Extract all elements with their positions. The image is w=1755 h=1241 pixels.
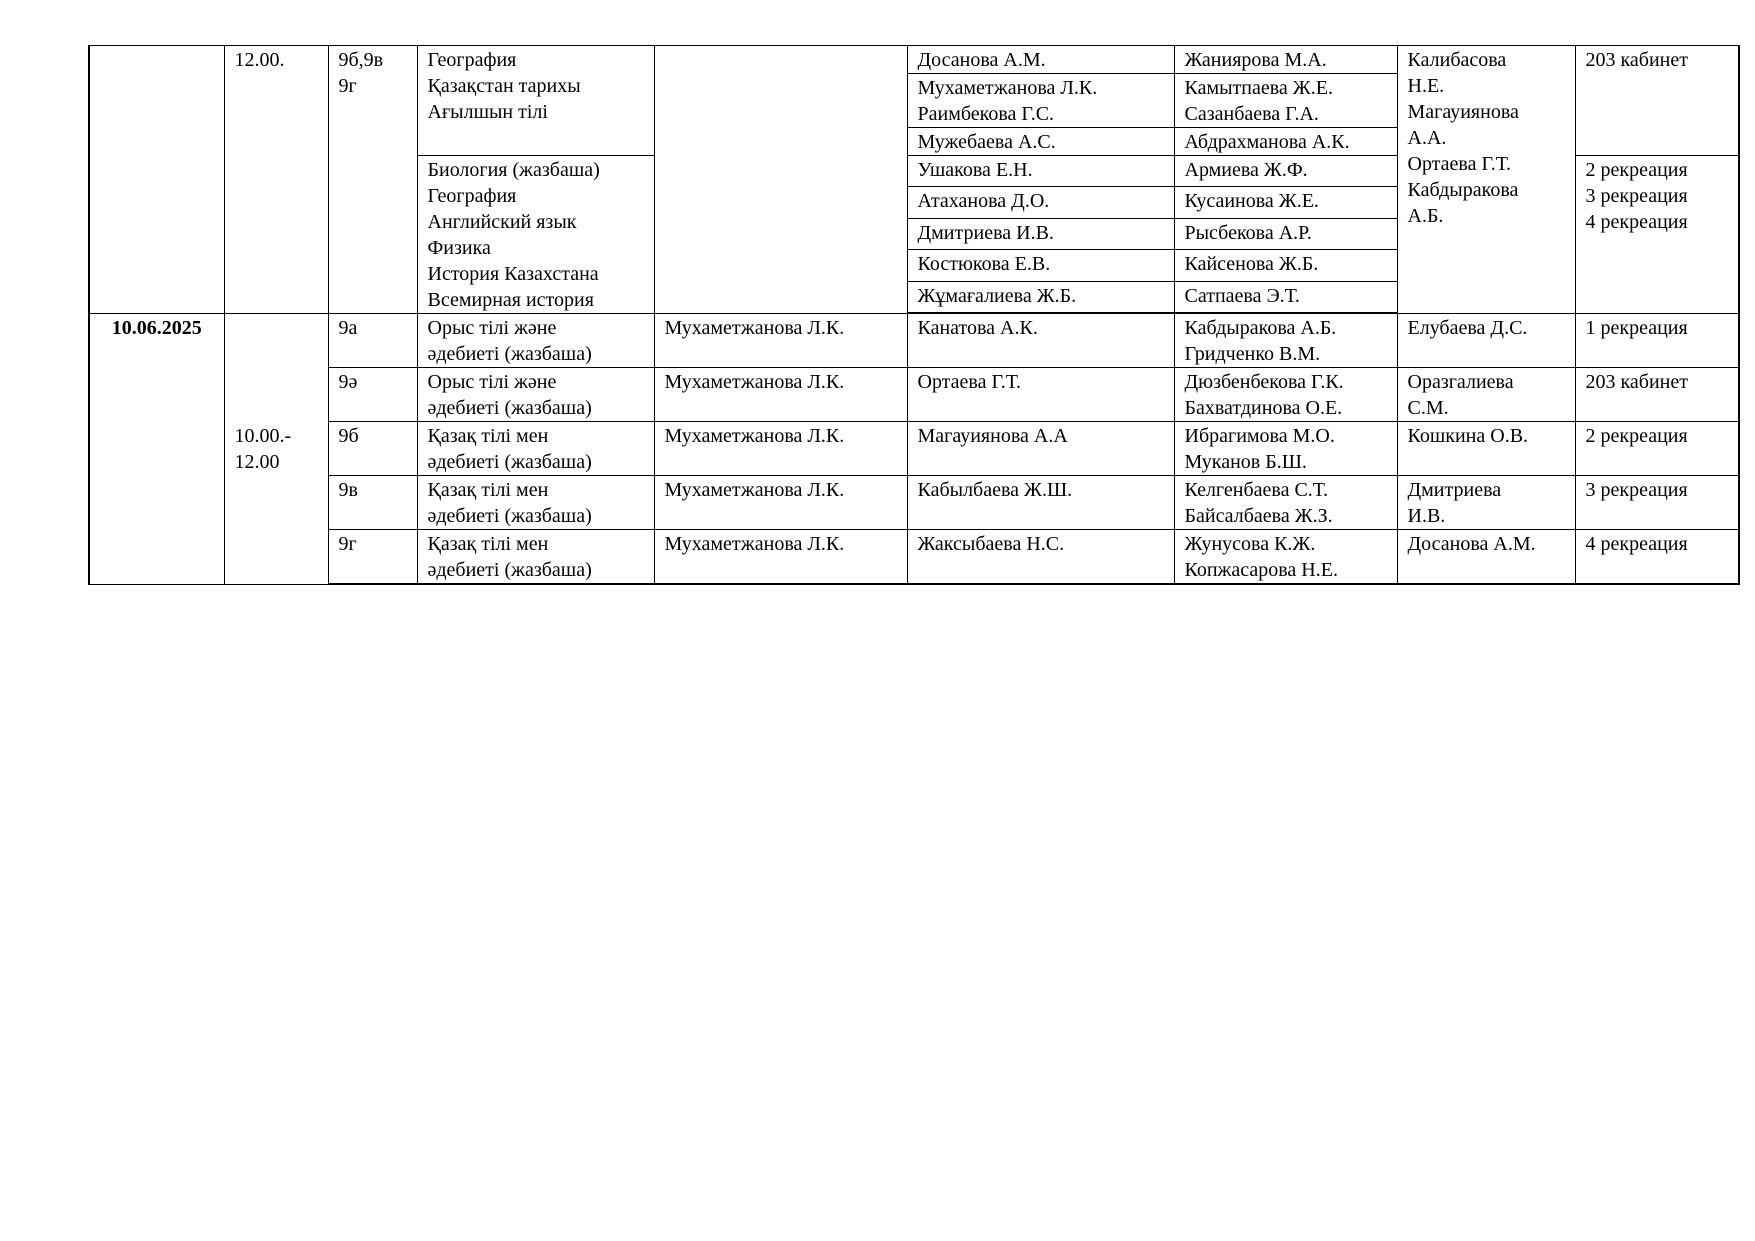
organizer-cell: Мухаметжанова Л.К. bbox=[654, 530, 907, 585]
commission-cell: Армиева Ж.Ф. bbox=[1174, 156, 1397, 187]
grade-cell: 9в bbox=[328, 476, 417, 530]
subject-cell: Биология (жазбаша) География Английский язык Физика История Казахстана Всемирная история bbox=[417, 156, 654, 314]
table-row bbox=[89, 530, 1739, 585]
assistant-cell: Елубаева Д.С. bbox=[1397, 314, 1575, 368]
teacher-cell: Атаханова Д.О. bbox=[907, 187, 1174, 218]
organizer-cell: Мухаметжанова Л.К. bbox=[654, 476, 907, 530]
commission-cell: Кабдыракова А.Б. Гридченко В.М. bbox=[1174, 314, 1397, 368]
teacher-cell: Костюкова Е.В. bbox=[907, 250, 1174, 281]
exam-schedule-table bbox=[88, 45, 1740, 585]
subject-cell: Қазақ тілі мен әдебиеті (жазбаша) bbox=[417, 422, 654, 476]
grade-cell: 9б,9в 9г bbox=[328, 46, 417, 314]
assistant-cell: Калибасова Н.Е. Магауиянова А.А. Ортаева Г.Т. Кабдыракова А.Б. bbox=[1397, 46, 1575, 314]
room-cell: 3 рекреация bbox=[1575, 476, 1739, 530]
time-cell: 10.00.- 12.00 bbox=[224, 314, 328, 585]
grade-cell: 9б bbox=[328, 422, 417, 476]
room-cell: 203 кабинет bbox=[1575, 368, 1739, 422]
teacher-cell: Досанова А.М. bbox=[907, 46, 1174, 74]
grade-cell: 9г bbox=[328, 530, 417, 585]
commission-cell: Рысбекова А.Р. bbox=[1174, 218, 1397, 249]
table-row bbox=[89, 314, 1739, 368]
organizer-cell: Мухаметжанова Л.К. bbox=[654, 314, 907, 368]
commission-cell: Сатпаева Э.Т. bbox=[1174, 281, 1397, 312]
assistant-cell: Дмитриева И.В. bbox=[1397, 476, 1575, 530]
table-row bbox=[89, 46, 1739, 74]
commission-cell: Камытпаева Ж.Е. Сазанбаева Г.А. bbox=[1174, 74, 1397, 128]
room-cell: 2 рекреация bbox=[1575, 422, 1739, 476]
teacher-cell: Ушакова Е.Н. bbox=[907, 156, 1174, 187]
commission-cell: Кусаинова Ж.Е. bbox=[1174, 187, 1397, 218]
grade-cell: 9ә bbox=[328, 368, 417, 422]
assistant-cell: Кошкина О.В. bbox=[1397, 422, 1575, 476]
teacher-cell: Мужебаева А.С. bbox=[907, 128, 1174, 156]
teacher-cell: Жұмағалиева Ж.Б. bbox=[907, 281, 1174, 312]
commission-cell: Ибрагимова М.О. Муканов Б.Ш. bbox=[1174, 422, 1397, 476]
subject-cell: География Қазақстан тарихы Ағылшын тілі bbox=[417, 46, 654, 156]
teacher-cell: Мухаметжанова Л.К. Раимбекова Г.С. bbox=[907, 74, 1174, 128]
teacher-cell: Дмитриева И.В. bbox=[907, 218, 1174, 249]
teacher-cell: Кабылбаева Ж.Ш. bbox=[907, 476, 1174, 530]
organizer-cell: Мухаметжанова Л.К. bbox=[654, 368, 907, 422]
room-cell: 1 рекреация bbox=[1575, 314, 1739, 368]
time-cell: 12.00. bbox=[224, 46, 328, 314]
grade-cell: 9а bbox=[328, 314, 417, 368]
table-row bbox=[89, 422, 1739, 476]
teacher-cell: Ортаева Г.Т. bbox=[907, 368, 1174, 422]
room-cell: 203 кабинет bbox=[1575, 46, 1739, 156]
commission-cell: Жунусова К.Ж. Копжасарова Н.Е. bbox=[1174, 530, 1397, 585]
organizer-cell: Мухаметжанова Л.К. bbox=[654, 422, 907, 476]
commission-cell: Дюзбенбекова Г.К. Бахватдинова О.Е. bbox=[1174, 368, 1397, 422]
teacher-cell: Жаксыбаева Н.С. bbox=[907, 530, 1174, 585]
commission-cell: Абдрахманова А.К. bbox=[1174, 128, 1397, 156]
teacher-cell: Магауиянова А.А bbox=[907, 422, 1174, 476]
assistant-cell: Оразгалиева С.М. bbox=[1397, 368, 1575, 422]
organizer-cell-empty bbox=[654, 46, 907, 314]
commission-cell: Келгенбаева С.Т. Байсалбаева Ж.З. bbox=[1174, 476, 1397, 530]
commission-cell: Жаниярова М.А. bbox=[1174, 46, 1397, 74]
subject-cell: Қазақ тілі мен әдебиеті (жазбаша) bbox=[417, 530, 654, 585]
table-row bbox=[89, 368, 1739, 422]
room-cell: 4 рекреация bbox=[1575, 530, 1739, 585]
subject-cell: Орыс тілі және әдебиеті (жазбаша) bbox=[417, 368, 654, 422]
teacher-cell: Канатова А.К. bbox=[907, 314, 1174, 368]
date-cell: 10.06.2025 bbox=[89, 314, 224, 585]
assistant-cell: Досанова А.М. bbox=[1397, 530, 1575, 585]
room-cell: 2 рекреация 3 рекреация 4 рекреация bbox=[1575, 156, 1739, 314]
commission-cell: Кайсенова Ж.Б. bbox=[1174, 250, 1397, 281]
table-row bbox=[89, 476, 1739, 530]
subject-cell: Қазақ тілі мен әдебиеті (жазбаша) bbox=[417, 476, 654, 530]
date-cell-empty bbox=[89, 46, 224, 314]
subject-cell: Орыс тілі және әдебиеті (жазбаша) bbox=[417, 314, 654, 368]
